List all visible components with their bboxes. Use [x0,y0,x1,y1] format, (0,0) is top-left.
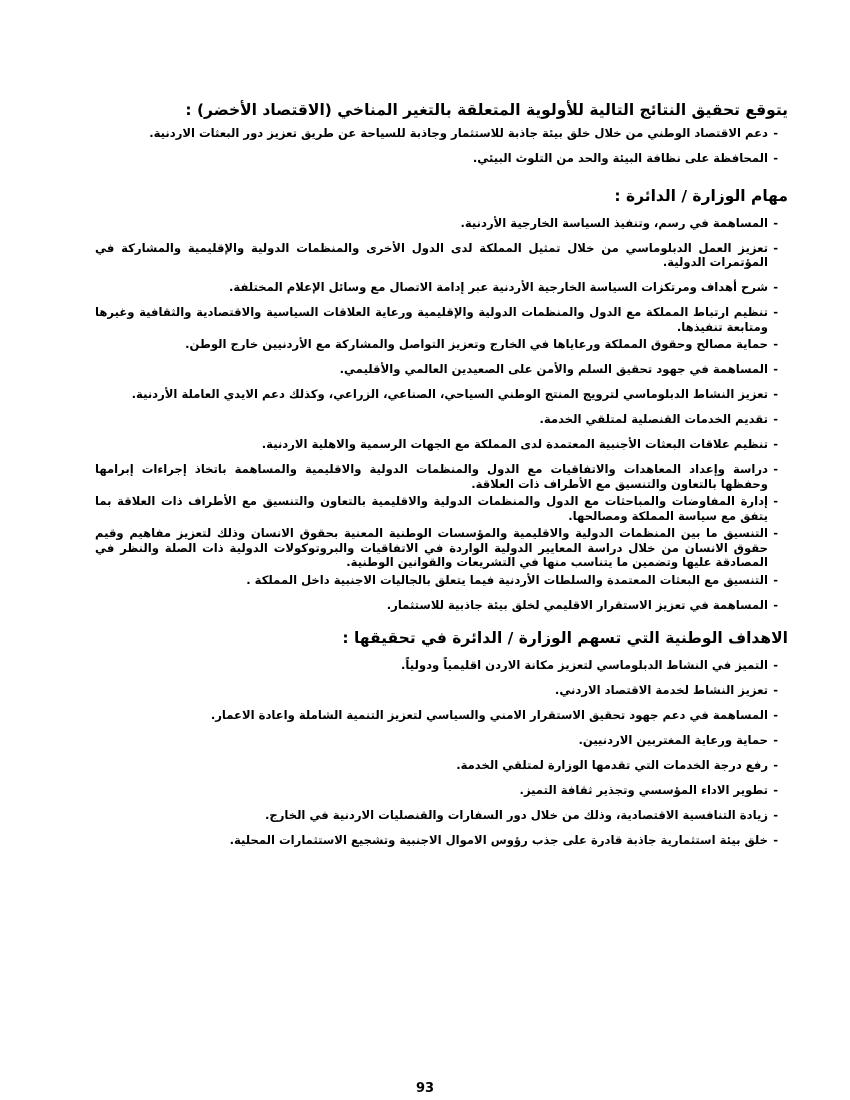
bullet-list [95,216,790,613]
list-item: - زيادة التنافسية الاقتصادية، وذلك من خلال دور السفارات والقنصليات الاردنية في الخارج. [95,808,778,823]
list-item: - تعزيز النشاط الدبلوماسي لترويج المنتج الوطني السياحي، الصناعي، الزراعي، وكذلك دعم الايدي العاملة الأردنية. [95,387,778,402]
section-ministry-tasks [95,184,790,613]
section-green-economy [95,98,790,166]
list-item: - شرح أهداف ومرتكزات السياسة الخارجية الأردنية عبر إدامة الاتصال مع وسائل الإعلام المختلفة. [95,280,778,295]
list-item: - إدارة المفاوضات والمباحثات مع الدول والمنظمات الدولية والاقليمية بالتعاون والتنسيق مع الأطراف ذات العلاقة بما يتفق مع سياسة المملكة ومصالحها. [95,494,778,523]
page-number: 93 [415,1081,435,1096]
section-heading: يتوقع تحقيق النتائج التالية للأولوية المتعلقة بالتغير المناخي (الاقتصاد الأخضر) : [185,101,788,119]
section-national-goals [95,626,790,848]
document-page [95,98,790,858]
list-item: - حماية ورعاية المغتربين الاردنيين. [95,733,778,748]
list-item: - التميز في النشاط الدبلوماسي لتعزيز مكانة الاردن اقليمياً ودولياً. [95,658,778,673]
list-item: - حماية مصالح وحقوق المملكة ورعاياها في الخارج وتعزيز التواصل والمشاركة مع الأردنيين خارج الوطن. [95,337,778,352]
list-item: - المساهمة في تعزيز الاستقرار الاقليمي لخلق بيئة جاذبية للاستثمار. [95,598,778,613]
list-item: - تعزيز النشاط لخدمة الاقتصاد الاردني. [95,683,778,698]
list-item: - رفع درجة الخدمات التي تقدمها الوزارة لمتلقي الخدمة. [95,758,778,773]
list-item: - المحافظة على نظافة البيئة والحد من التلوث البيئي. [95,151,778,166]
list-item: - دراسة وإعداد المعاهدات والاتفاقيات مع الدول والمنظمات الدولية والاقليمية والمساهمة باتخاذ إجراءات إبرامها وحفظها بالتعاون والتنسيق مع الأطراف ذات العلاقة. [95,462,778,491]
list-item: - التنسيق مع البعثات المعتمدة والسلطات الأردنية فيما يتعلق بالجاليات الاجنبية داخل المملكة . [95,573,778,588]
list-item: - تطوير الاداء المؤسسي وتجذير ثقافة التميز. [95,783,778,798]
list-item: - دعم الاقتصاد الوطني من خلال خلق بيئة جاذبة للاستثمار وجاذبة للسياحة عن طريق تعزيز دور البعثات الاردنية. [95,126,778,141]
list-item: - المساهمة في دعم جهود تحقيق الاستقرار الامني والسياسي لتعزيز التنمية الشاملة واعادة الاعمار. [95,708,778,723]
list-item: - التنسيق ما بين المنظمات الدولية والاقليمية والمؤسسات الوطنية المعنية بحقوق الانسان وذلك لتعزيز مفاهيم وقيم حقوق الانسان من خلال دراسة المعايير الدولية الواردة في الاتفاقيات والبروتوكولات الدولية ذات الصلة والنظر في المصادقة عليها وتضمين ما يتناسب منها في التشريعات والقوانين الوطنية. [95,526,778,570]
list-item: - المساهمة في جهود تحقيق السلم والأمن على الصعيدين العالمي والأقليمي. [95,362,778,377]
list-item: - تنظيم ارتباط المملكة مع الدول والمنظمات الدولية والإقليمية ورعاية العلاقات السياسية والاقتصادية والثقافية وغيرها ومتابعة تنفيذها. [95,305,778,334]
list-item: - خلق بيئة استثمارية جاذبة قادرة على جذب رؤوس الاموال الاجنبية وتشجيع الاستثمارات المحلية. [95,833,778,848]
bullet-list [95,658,790,848]
list-item: - تنظيم علاقات البعثات الأجنبية المعتمدة لدى المملكة مع الجهات الرسمية والاهلية الاردنية. [95,437,778,452]
section-heading: الاهداف الوطنية التي تسهم الوزارة / الدائرة في تحقيقها : [342,629,788,647]
list-item: - تعزيز العمل الدبلوماسي من خلال تمثيل المملكة لدى الدول الأخرى والمنظمات الدولية والإقليمية والمشاركة في المؤتمرات الدولية. [95,241,778,270]
list-item: - المساهمة في رسم، وتنفيذ السياسة الخارجية الأردنية. [95,216,778,231]
list-item: - تقديم الخدمات القنصلية لمتلقي الخدمة. [95,412,778,427]
bullet-list [95,126,790,166]
section-heading: مهام الوزارة / الدائرة : [614,186,788,205]
